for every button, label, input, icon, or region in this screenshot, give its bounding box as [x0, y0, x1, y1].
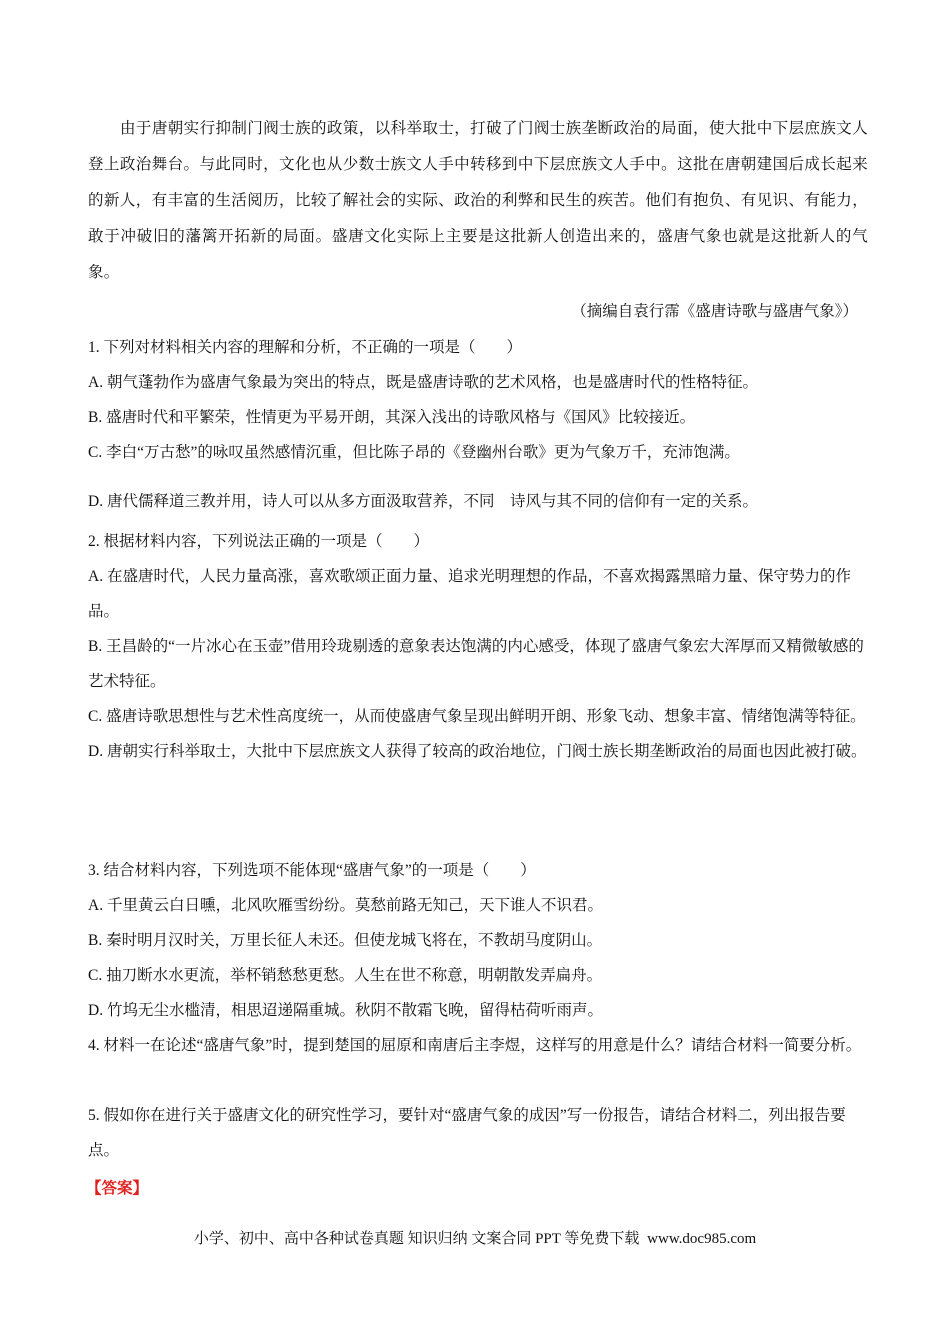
- passage-source: （摘编自袁行霈《盛唐诗歌与盛唐气象》）: [571, 302, 858, 320]
- question-2-stem: 2. 根据材料内容，下列说法正确的一项是（ ）: [88, 533, 430, 550]
- passage: [88, 110, 868, 290]
- question-1-option-c: C. 李白“万古愁”的咏叹虽然感情沉重，但比陈子昂的《登幽州台歌》更为气象万千，充沛饱满。: [88, 444, 740, 461]
- page-footer: [0, 1227, 950, 1248]
- question-4: 4. 材料一在论述“盛唐气象”时，提到楚国的屈原和南唐后主李煜，这样写的用意是什么？请结合材料一简要分析。: [88, 1037, 862, 1054]
- question-2: [88, 524, 868, 769]
- question-5: 5. 假如你在进行关于盛唐文化的研究性学习，要针对“盛唐气象的成因”写一份报告，请结合材料二，列出报告要点。: [88, 1107, 846, 1159]
- footer-text: 小学、初中、高中各种试卷真题 知识归纳 文案合同 PPT 等免费下载: [193, 1231, 640, 1247]
- question-2-option-b: B. 王昌龄的“一片冰心在玉壶”借用玲珑剔透的意象表达饱满的内心感受，体现了盛唐气象宏大浑厚而又精微敏感的艺术特征。: [88, 638, 864, 690]
- passage-paragraph: 由于唐朝实行抑制门阀士族的政策，以科举取士，打破了门阀士族垄断政治的局面，使大批中下层庶族文人登上政治舞台。与此同时，文化也从少数士族文人手中转移到中下层庶族文人手中。这批在唐朝建国后成长起来的新人，有丰富的生活阅历，比较了解社会的实际、政治的利弊和民生的疾苦。他们有抱负、有见识、有能力，敢于冲破旧的藩篱开拓新的局面。盛唐文化实际上主要是这批新人创造出来的，盛唐气象也就是这批新人的气象。: [88, 119, 868, 281]
- question-2-option-c: C. 盛唐诗歌思想性与艺术性高度统一，从而使盛唐气象呈现出鲜明开朗、形象飞动、想象丰富、情绪饱满等特征。: [88, 708, 866, 725]
- question-3-option-a: A. 千里黄云白日曛，北风吹雁雪纷纷。莫愁前路无知己，天下谁人不识君。: [88, 897, 603, 914]
- question-3-option-c: C. 抽刀断水水更流，举杯销愁愁更愁。人生在世不称意，明朝散发弄扁舟。: [88, 967, 603, 984]
- footer-url[interactable]: www.doc985.com: [647, 1231, 757, 1247]
- question-1-stem: 1. 下列对材料相关内容的理解和分析，不正确的一项是（ ）: [88, 339, 523, 356]
- question-1-option-a: A. 朝气蓬勃作为盛唐气象最为突出的特点，既是盛唐诗歌的艺术风格，也是盛唐时代的性格特征。: [88, 374, 758, 391]
- question-2-option-a: A. 在盛唐时代，人民力量高涨，喜欢歌颂正面力量、追求光明理想的作品，不喜欢揭露黑暗力量、保守势力的作品。: [88, 568, 851, 620]
- question-3-option-d: D. 竹坞无尘水槛清，相思迢递隔重城。秋阴不散霜飞晚，留得枯荷听雨声。: [88, 1002, 603, 1019]
- question-3: [88, 853, 868, 1028]
- question-3-stem: 3. 结合材料内容，下列选项不能体现“盛唐气象”的一项是（ ）: [88, 862, 536, 879]
- question-3-option-b: B. 秦时明月汉时关，万里长征人未还。但使龙城飞将在，不教胡马度阴山。: [88, 932, 603, 949]
- question-2-option-d: D. 唐朝实行科举取士，大批中下层庶族文人获得了较高的政治地位，门阀士族长期垄断政治的局面也因此被打破。: [88, 743, 867, 760]
- question-1-option-b: B. 盛唐时代和平繁荣，性情更为平易开朗，其深入浅出的诗歌风格与《国风》比较接近。: [88, 409, 696, 426]
- question-1: [88, 330, 868, 519]
- answer-label: 【答案】: [86, 1178, 149, 1197]
- question-1-option-d: D. 唐代儒释道三教并用，诗人可以从多方面汲取营养，不同 诗风与其不同的信仰有一定的关系。: [88, 493, 758, 510]
